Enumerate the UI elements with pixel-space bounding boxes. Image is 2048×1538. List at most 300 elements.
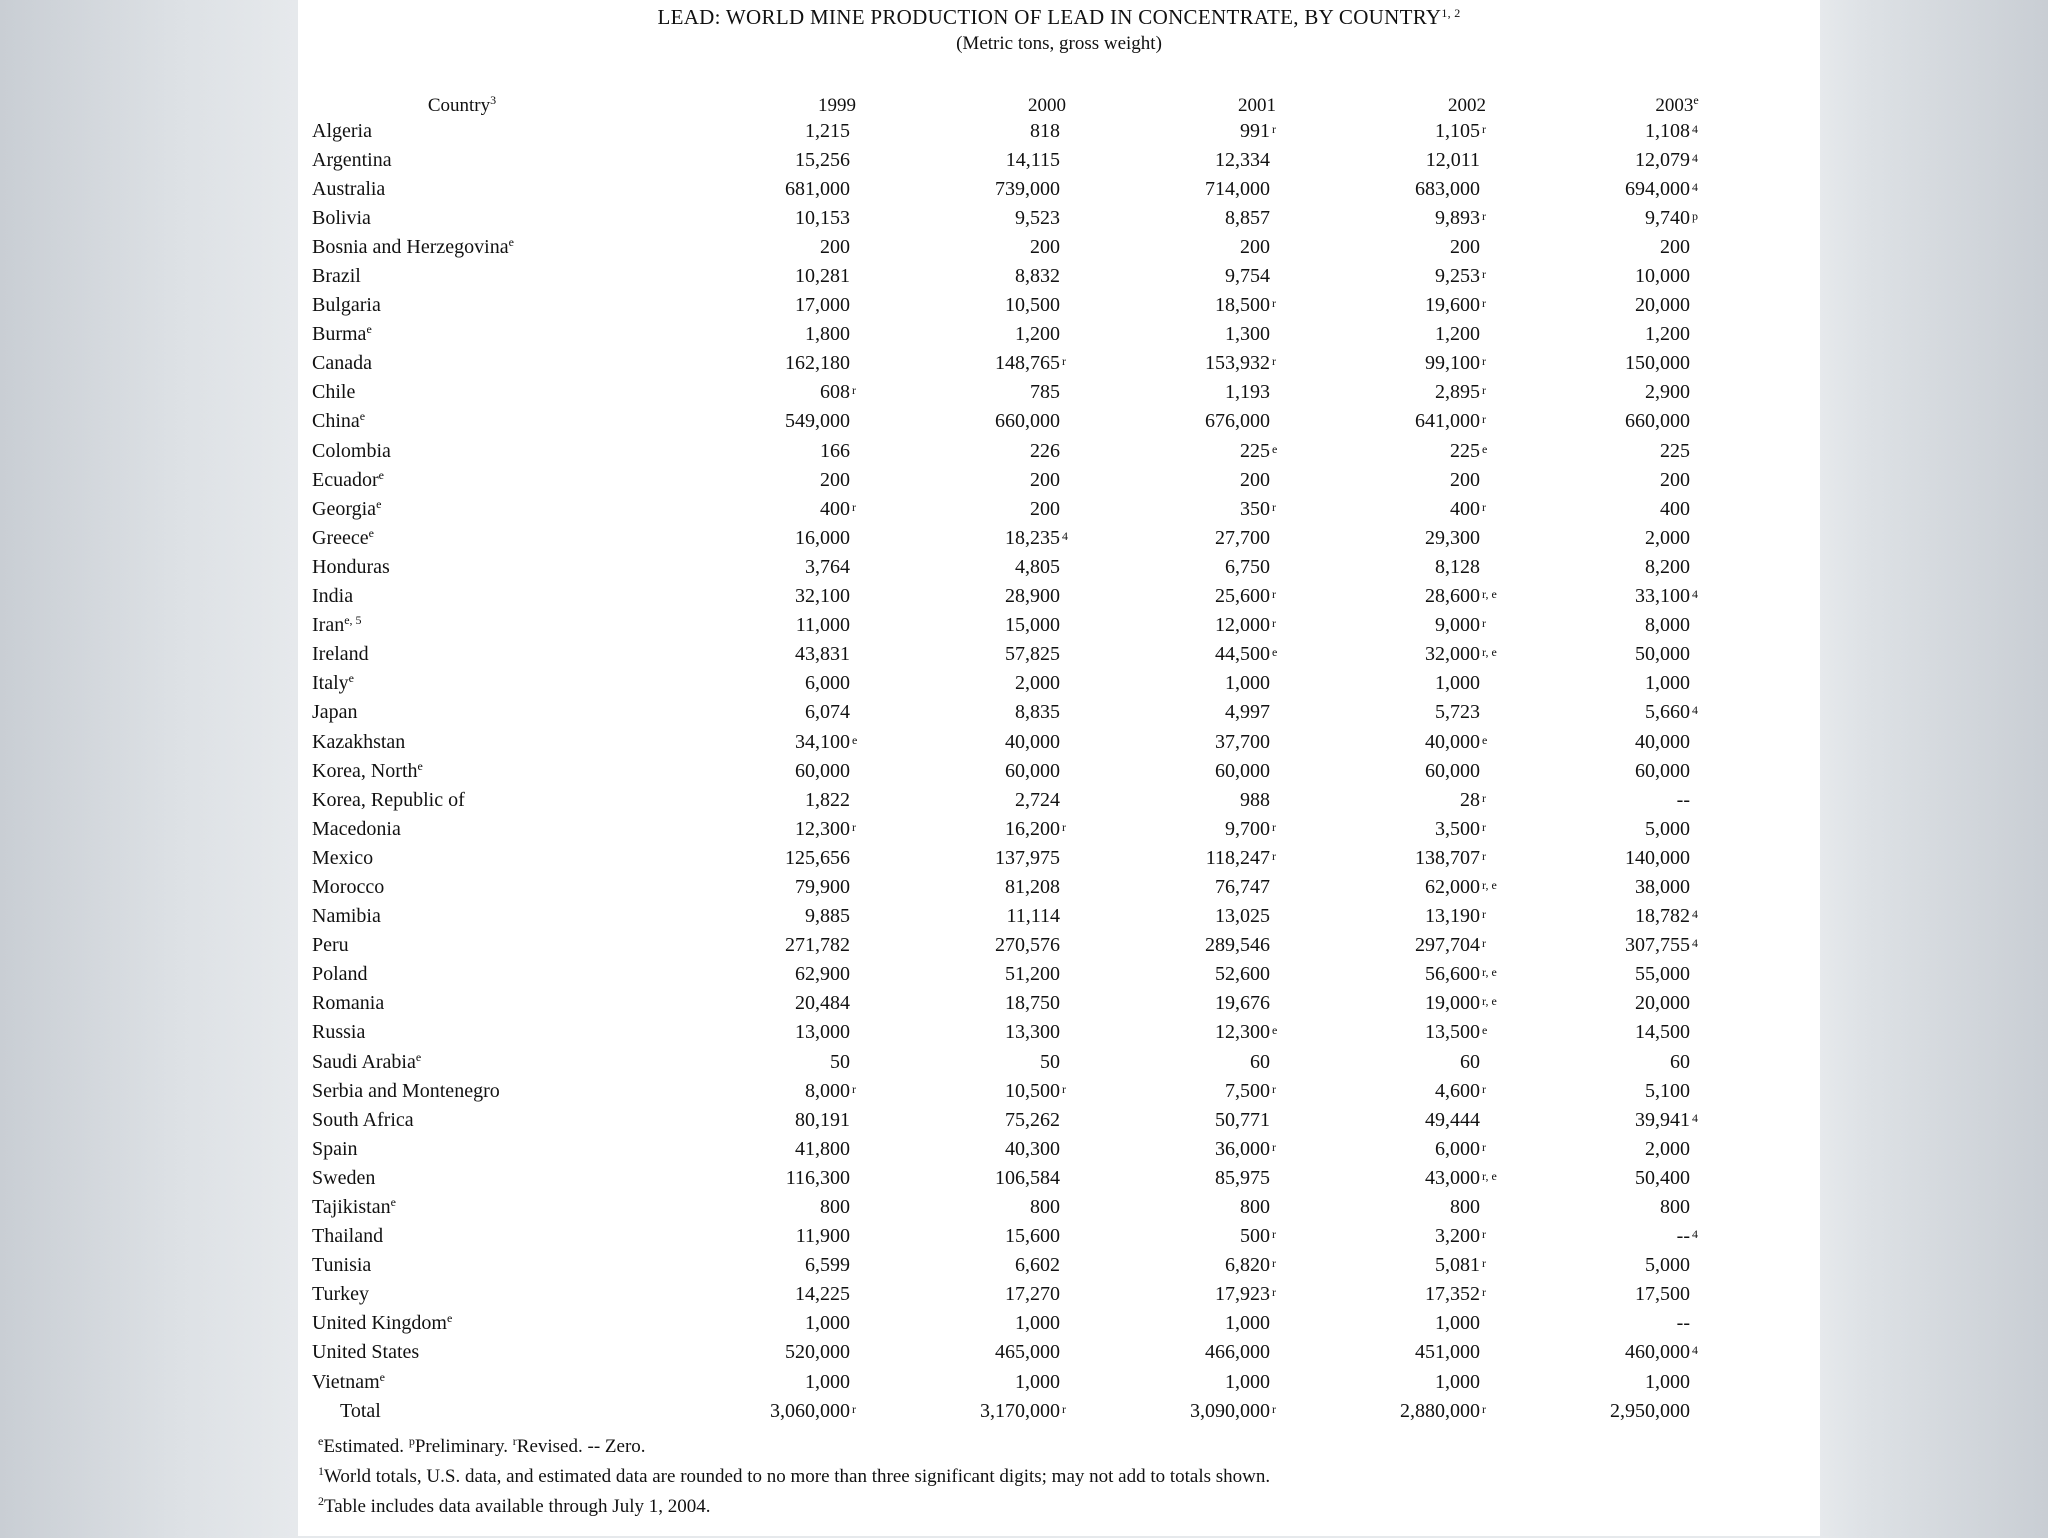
country-cell — [312, 349, 732, 378]
value-cell — [1152, 320, 1362, 349]
production-value: 10,500 — [1005, 294, 1060, 317]
value-cell — [1152, 1251, 1362, 1280]
value-cell — [1362, 116, 1572, 145]
production-value: 17,270 — [1005, 1283, 1060, 1306]
value-cell — [1572, 1309, 1782, 1338]
production-value: 43,000 — [1425, 1166, 1480, 1189]
value-cell — [942, 669, 1152, 698]
value-cell — [732, 1018, 942, 1047]
value-cell — [1572, 465, 1782, 494]
value-annotation: r — [1482, 296, 1486, 311]
footnote-text: World totals, U.S. data, and estimated data are rounded to no more than three significant digits; may not add to totals shown. — [324, 1466, 1271, 1487]
value-cell — [1152, 174, 1362, 203]
country-name: United States — [312, 1341, 420, 1364]
country-cell — [312, 378, 732, 407]
value-cell — [732, 552, 942, 581]
value-cell — [942, 756, 1152, 785]
value-cell — [732, 378, 942, 407]
value-cell — [1362, 1309, 1572, 1338]
value-cell — [1152, 523, 1362, 552]
production-value: 52,600 — [1215, 963, 1270, 986]
production-value: 800 — [1450, 1196, 1480, 1219]
year-column-header — [732, 92, 942, 116]
production-value: 200 — [1660, 468, 1690, 491]
value-cell — [732, 582, 942, 611]
value-annotation: r — [1482, 354, 1486, 369]
country-name: Chile — [312, 381, 356, 404]
production-value: -- — [1676, 788, 1690, 811]
value-cell — [1152, 552, 1362, 581]
table-row — [312, 494, 1782, 523]
country-cell — [312, 1192, 732, 1221]
production-value: 9,885 — [805, 905, 850, 928]
country-footnote-mark: e — [378, 467, 384, 482]
production-value: 1,200 — [1015, 323, 1060, 346]
value-cell — [1572, 931, 1782, 960]
production-value: 3,170,000 — [980, 1399, 1060, 1422]
production-table — [312, 92, 1782, 1425]
production-value: 17,923 — [1215, 1283, 1270, 1306]
production-value: 681,000 — [785, 177, 850, 200]
value-cell — [1572, 902, 1782, 931]
value-cell — [1362, 698, 1572, 727]
value-cell — [1362, 203, 1572, 232]
value-cell — [1572, 1018, 1782, 1047]
value-annotation: r, e — [1482, 587, 1497, 602]
value-annotation: e — [1272, 645, 1278, 660]
production-value: 225 — [1660, 439, 1690, 462]
production-value: 400 — [1660, 497, 1690, 520]
production-value: 99,100 — [1425, 352, 1480, 375]
production-value: 150,000 — [1625, 352, 1690, 375]
country-footnote-mark: e — [417, 758, 423, 773]
country-name: Argentina — [312, 148, 392, 171]
production-value: 9,523 — [1015, 206, 1060, 229]
production-value: 6,750 — [1225, 555, 1270, 578]
value-annotation: r — [1482, 499, 1486, 514]
value-cell — [732, 320, 942, 349]
table-row — [312, 1076, 1782, 1105]
value-cell — [1152, 1396, 1362, 1425]
value-cell — [732, 669, 942, 698]
production-value: 60,000 — [1005, 759, 1060, 782]
country-name: Japan — [312, 701, 358, 724]
production-value: 5,000 — [1645, 1254, 1690, 1277]
value-annotation: r — [1272, 296, 1276, 311]
country-cell — [312, 756, 732, 785]
production-value: 153,932 — [1205, 352, 1270, 375]
value-cell — [1152, 203, 1362, 232]
value-cell — [732, 1367, 942, 1396]
value-cell — [1152, 960, 1362, 989]
value-annotation: r, e — [1482, 877, 1497, 892]
production-value: 14,115 — [1005, 148, 1060, 171]
value-cell — [942, 145, 1152, 174]
value-cell — [1572, 872, 1782, 901]
production-value: 200 — [1030, 235, 1060, 258]
country-cell — [312, 785, 732, 814]
value-cell — [1362, 1251, 1572, 1280]
country-cell — [312, 1367, 732, 1396]
country-name: Bulgaria — [312, 294, 381, 317]
country-cell — [312, 1251, 732, 1280]
value-cell — [1572, 261, 1782, 290]
value-annotation: r — [1482, 1401, 1486, 1416]
production-value: 29,300 — [1425, 526, 1480, 549]
value-annotation: 4 — [1692, 121, 1698, 136]
table-row — [312, 436, 1782, 465]
value-cell — [942, 1018, 1152, 1047]
production-value: 51,200 — [1005, 963, 1060, 986]
country-name: Turkey — [312, 1283, 370, 1306]
table-row — [312, 931, 1782, 960]
value-cell — [1362, 232, 1572, 261]
production-value: 44,500 — [1215, 643, 1270, 666]
value-cell — [1152, 669, 1362, 698]
value-cell — [942, 407, 1152, 436]
value-cell — [732, 1134, 942, 1163]
value-cell — [1362, 349, 1572, 378]
production-value: 10,153 — [795, 206, 850, 229]
country-name: Kazakhstan — [312, 730, 406, 753]
value-cell — [732, 785, 942, 814]
value-cell — [942, 611, 1152, 640]
value-annotation: r, e — [1482, 994, 1497, 1009]
value-cell — [732, 436, 942, 465]
production-value: 34,100 — [795, 730, 850, 753]
production-value: 27,700 — [1215, 526, 1270, 549]
value-cell — [942, 1367, 1152, 1396]
production-value: 3,060,000 — [770, 1399, 850, 1422]
title-footnote-marks: 1, 2 — [1441, 6, 1461, 20]
country-cell — [312, 1396, 732, 1425]
value-cell — [1152, 145, 1362, 174]
value-cell — [1362, 989, 1572, 1018]
production-value: 1,193 — [1225, 381, 1270, 404]
value-cell — [1152, 232, 1362, 261]
production-value: 1,000 — [1015, 1312, 1060, 1335]
production-value: 1,000 — [1435, 1312, 1480, 1335]
value-cell — [1152, 494, 1362, 523]
production-value: 8,128 — [1435, 555, 1480, 578]
value-cell — [732, 989, 942, 1018]
country-cell — [312, 436, 732, 465]
value-annotation: r — [1062, 1401, 1066, 1416]
value-annotation: r — [1482, 121, 1486, 136]
value-annotation: r — [1482, 616, 1486, 631]
value-cell — [1152, 640, 1362, 669]
year-column-header — [1362, 92, 1572, 116]
value-cell — [732, 1338, 942, 1367]
value-cell — [1572, 640, 1782, 669]
production-value: 20,000 — [1635, 992, 1690, 1015]
value-cell — [1152, 902, 1362, 931]
production-value: 12,000 — [1215, 614, 1270, 637]
production-value: 1,108 — [1645, 119, 1690, 142]
country-cell — [312, 814, 732, 843]
production-value: 62,000 — [1425, 875, 1480, 898]
legend-text: -- Zero. — [587, 1436, 646, 1457]
value-cell — [942, 116, 1152, 145]
production-value: 41,800 — [795, 1137, 850, 1160]
value-cell — [1152, 698, 1362, 727]
country-name: Total — [340, 1399, 381, 1422]
value-cell — [942, 378, 1152, 407]
production-value: 40,000 — [1635, 730, 1690, 753]
country-cell — [312, 902, 732, 931]
table-row — [312, 465, 1782, 494]
country-cell — [312, 872, 732, 901]
production-value: 4,805 — [1015, 555, 1060, 578]
country-name: China — [312, 410, 360, 433]
value-cell — [942, 843, 1152, 872]
production-value: 660,000 — [1625, 410, 1690, 433]
value-cell — [1152, 582, 1362, 611]
value-cell — [1152, 611, 1362, 640]
value-annotation: r — [1482, 412, 1486, 427]
table-row — [312, 902, 1782, 931]
production-value: 226 — [1030, 439, 1060, 462]
year-label: 2001 — [1238, 95, 1276, 116]
production-value: 660,000 — [995, 410, 1060, 433]
production-value: 9,740 — [1645, 206, 1690, 229]
value-cell — [1572, 320, 1782, 349]
value-cell — [732, 174, 942, 203]
year-mark: e — [1693, 93, 1699, 107]
value-cell — [1572, 1367, 1782, 1396]
value-annotation: r — [1272, 1081, 1276, 1096]
country-cell — [312, 989, 732, 1018]
country-footnote-mark: e — [366, 322, 372, 337]
production-value: 12,334 — [1215, 148, 1270, 171]
value-cell — [732, 1280, 942, 1309]
value-cell — [732, 1047, 942, 1076]
legend-text: Estimated. — [323, 1436, 405, 1457]
country-cell — [312, 1309, 732, 1338]
value-cell — [1362, 1047, 1572, 1076]
country-name: Tunisia — [312, 1254, 372, 1277]
value-cell — [942, 291, 1152, 320]
value-annotation: r — [1272, 1227, 1276, 1242]
production-value: 16,200 — [1005, 817, 1060, 840]
value-annotation: 4 — [1692, 907, 1698, 922]
production-value: 19,676 — [1215, 992, 1270, 1015]
production-value: 18,235 — [1005, 526, 1060, 549]
production-value: 400 — [1450, 497, 1480, 520]
country-name: Algeria — [312, 119, 372, 142]
country-header-text: Country — [427, 95, 491, 116]
value-cell — [1152, 931, 1362, 960]
value-cell — [1362, 1396, 1572, 1425]
table-row — [312, 669, 1782, 698]
value-cell — [732, 1192, 942, 1221]
value-cell — [1572, 378, 1782, 407]
value-cell — [1152, 1105, 1362, 1134]
table-row — [312, 814, 1782, 843]
value-annotation: r — [1272, 354, 1276, 369]
production-value: 991 — [1240, 119, 1270, 142]
value-cell — [1152, 465, 1362, 494]
value-cell — [1362, 494, 1572, 523]
country-cell — [312, 1047, 732, 1076]
value-annotation: r — [1482, 848, 1486, 863]
value-cell — [732, 872, 942, 901]
production-value: 76,747 — [1215, 875, 1270, 898]
production-value: 15,000 — [1005, 614, 1060, 637]
value-cell — [1572, 727, 1782, 756]
table-notes — [318, 1432, 1798, 1538]
table-row — [312, 989, 1782, 1018]
value-cell — [1152, 1222, 1362, 1251]
value-annotation: 4 — [1692, 1227, 1698, 1242]
value-cell — [1572, 960, 1782, 989]
production-value: 608 — [820, 381, 850, 404]
value-cell — [1362, 1280, 1572, 1309]
value-cell — [1152, 407, 1362, 436]
value-annotation: r — [1062, 354, 1066, 369]
value-cell — [1572, 698, 1782, 727]
year-label: 2002 — [1448, 95, 1486, 116]
value-annotation: r — [1272, 1401, 1276, 1416]
table-title — [298, 4, 1820, 30]
production-value: 8,832 — [1015, 265, 1060, 288]
value-cell — [1572, 116, 1782, 145]
value-cell — [942, 1338, 1152, 1367]
value-cell — [1572, 1076, 1782, 1105]
production-value: 13,000 — [795, 1021, 850, 1044]
value-cell — [1362, 843, 1572, 872]
value-cell — [942, 1134, 1152, 1163]
value-annotation: r, e — [1482, 1168, 1497, 1183]
production-value: 2,000 — [1645, 526, 1690, 549]
value-cell — [1152, 291, 1362, 320]
production-value: 5,723 — [1435, 701, 1480, 724]
value-annotation: r — [852, 819, 856, 834]
production-value: -- — [1676, 1312, 1690, 1335]
production-value: 1,000 — [1645, 672, 1690, 695]
country-cell — [312, 465, 732, 494]
table-row — [312, 349, 1782, 378]
production-value: 1,000 — [1225, 1312, 1270, 1335]
value-cell — [732, 1251, 942, 1280]
production-value: 641,000 — [1415, 410, 1480, 433]
value-annotation: r — [852, 383, 856, 398]
production-value: 200 — [820, 468, 850, 491]
value-cell — [1572, 1251, 1782, 1280]
country-cell — [312, 523, 732, 552]
production-value: 81,208 — [1005, 875, 1060, 898]
value-cell — [1572, 407, 1782, 436]
value-annotation: r — [1482, 1227, 1486, 1242]
production-value: 10,281 — [795, 265, 850, 288]
legend-text: Revised. — [516, 1436, 583, 1457]
value-cell — [732, 349, 942, 378]
country-cell — [312, 232, 732, 261]
value-cell — [942, 261, 1152, 290]
production-value: 2,895 — [1435, 381, 1480, 404]
country-name: Romania — [312, 992, 385, 1015]
country-cell — [312, 960, 732, 989]
value-cell — [1152, 1134, 1362, 1163]
production-value: 9,700 — [1225, 817, 1270, 840]
production-value: 36,000 — [1215, 1137, 1270, 1160]
year-column-header — [1152, 92, 1362, 116]
production-value: 451,000 — [1415, 1341, 1480, 1364]
value-cell — [1152, 1280, 1362, 1309]
production-value: 8,857 — [1225, 206, 1270, 229]
value-cell — [942, 552, 1152, 581]
production-value: 200 — [820, 235, 850, 258]
value-cell — [942, 494, 1152, 523]
value-cell — [942, 465, 1152, 494]
production-value: 549,000 — [785, 410, 850, 433]
value-cell — [1152, 116, 1362, 145]
production-value: 289,546 — [1205, 934, 1270, 957]
production-value: 2,950,000 — [1610, 1399, 1690, 1422]
production-value: 1,000 — [1435, 1370, 1480, 1393]
production-value: 7,500 — [1225, 1079, 1270, 1102]
value-cell — [1152, 1076, 1362, 1105]
country-name: Macedonia — [312, 817, 401, 840]
production-value: 28,900 — [1005, 585, 1060, 608]
production-value: 5,081 — [1435, 1254, 1480, 1277]
production-value: 2,000 — [1645, 1137, 1690, 1160]
production-value: 17,500 — [1635, 1283, 1690, 1306]
value-annotation: r — [1272, 848, 1276, 863]
value-cell — [732, 291, 942, 320]
production-value: 200 — [1450, 235, 1480, 258]
production-value: 60,000 — [1425, 759, 1480, 782]
value-cell — [1572, 582, 1782, 611]
value-cell — [1572, 1280, 1782, 1309]
value-cell — [942, 174, 1152, 203]
year-label: 2000 — [1028, 95, 1066, 116]
table-body — [312, 116, 1782, 1425]
value-annotation: r — [1482, 383, 1486, 398]
production-value: -- — [1676, 1225, 1690, 1248]
table-row — [312, 611, 1782, 640]
production-value: 20,000 — [1635, 294, 1690, 317]
value-cell — [1572, 203, 1782, 232]
value-annotation: 4 — [1692, 150, 1698, 165]
symbol-legend — [318, 1432, 1798, 1462]
production-value: 56,600 — [1425, 963, 1480, 986]
value-annotation: r — [852, 499, 856, 514]
production-value: 500 — [1240, 1225, 1270, 1248]
year-column-header — [942, 92, 1152, 116]
table-subtitle: (Metric tons, gross weight) — [956, 33, 1162, 54]
production-value: 1,105 — [1435, 119, 1480, 142]
production-value: 818 — [1030, 119, 1060, 142]
production-value: 5,660 — [1645, 701, 1690, 724]
production-value: 800 — [820, 1196, 850, 1219]
production-value: 19,600 — [1425, 294, 1480, 317]
country-footnote-mark: e — [368, 525, 374, 540]
production-value: 75,262 — [1005, 1108, 1060, 1131]
value-cell — [1362, 1134, 1572, 1163]
production-value: 116,300 — [785, 1166, 850, 1189]
value-annotation: r — [1062, 819, 1066, 834]
table-row — [312, 582, 1782, 611]
value-cell — [1572, 814, 1782, 843]
value-cell — [1572, 494, 1782, 523]
value-cell — [942, 1076, 1152, 1105]
production-value: 6,000 — [805, 672, 850, 695]
production-value: 13,300 — [1005, 1021, 1060, 1044]
country-cell — [312, 1018, 732, 1047]
country-name: Sweden — [312, 1166, 376, 1189]
table-row — [312, 640, 1782, 669]
